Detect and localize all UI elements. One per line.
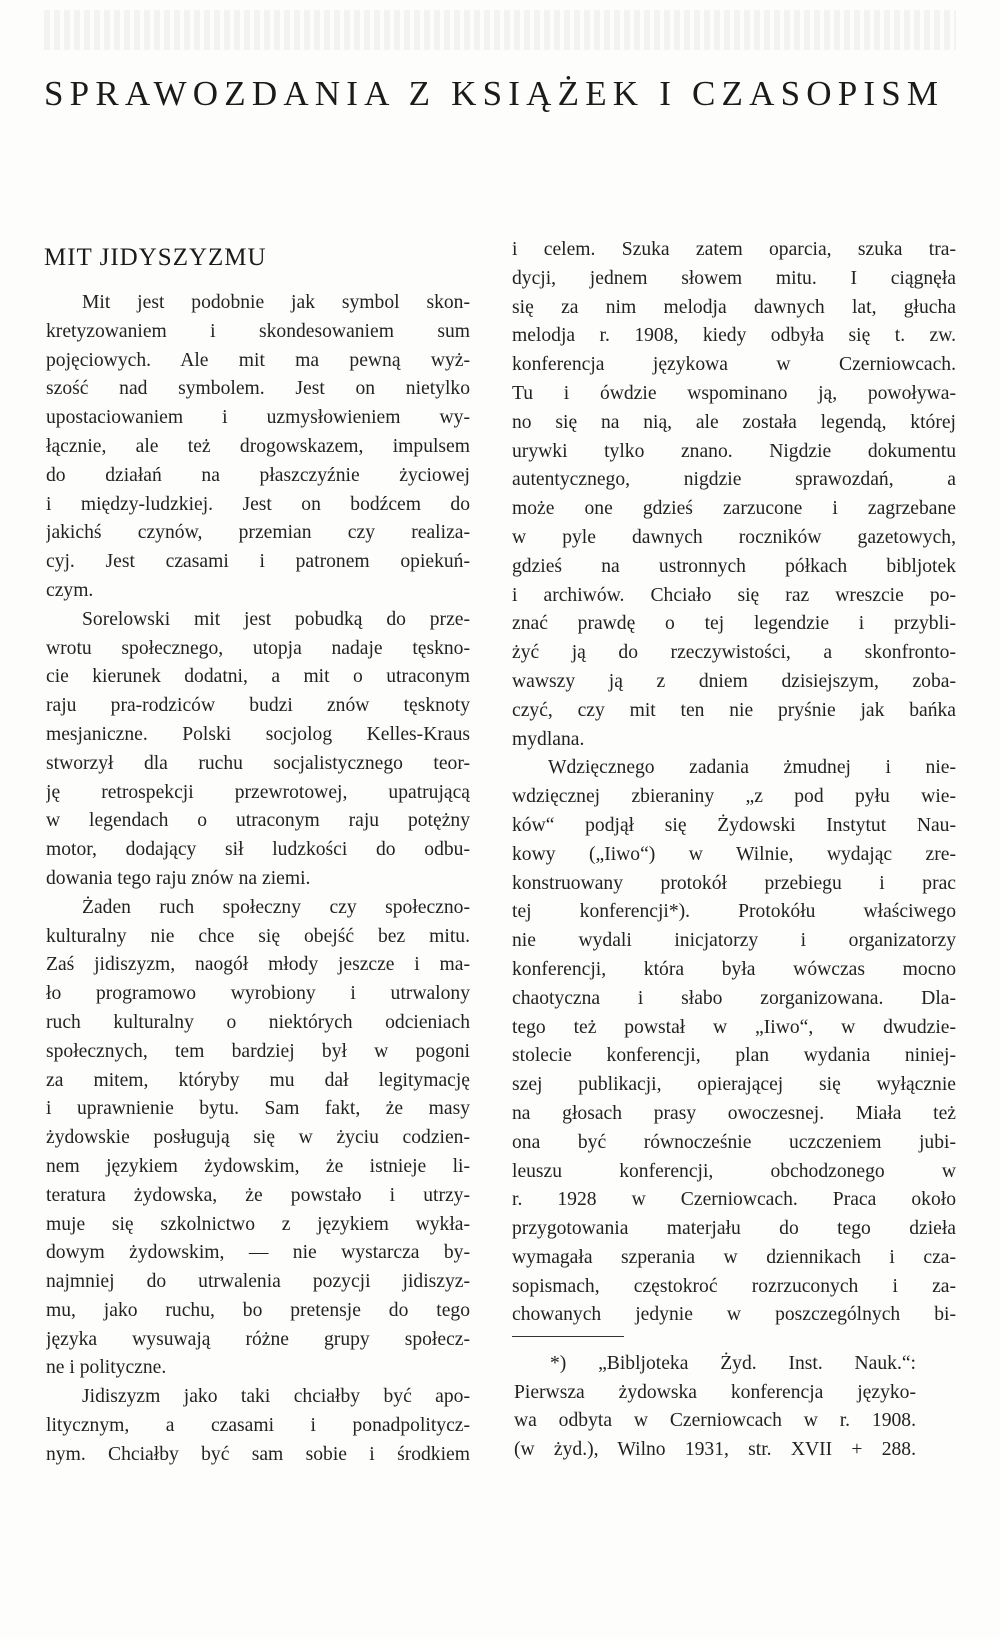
text-line: gdzieś na ustronnych półkach bibljotek (512, 555, 956, 577)
text-line: muje się szkolnictwo z językiem wykła- (46, 1213, 470, 1235)
text-line: szość nad symbolem. Jest on nietylko (46, 378, 470, 400)
text-line: i uprawnienie bytu. Sam fakt, że masy (46, 1098, 470, 1120)
article-title: MIT JIDYSZYZMU (44, 244, 267, 271)
text-line: Zaś jidiszyzm, naogół młody jeszcze i ma- (46, 954, 470, 976)
text-line: stworzył dla ruchu socjalistycznego teor- (46, 752, 470, 774)
text-line: do działań na płaszczyźnie życiowej (46, 464, 470, 486)
footnote (514, 1350, 916, 1464)
text-line: wdzięcznej zbieraniny „z pod pyłu wie- (512, 786, 956, 808)
text-line: stolecie konferencji, plan wydania niniej- (512, 1045, 956, 1067)
text-line: no się na nią, ale została legendą, której (512, 411, 956, 433)
text-line: Jidiszyzm jako taki chciałby być apo- (82, 1386, 470, 1408)
text-line: przygotowania materjału do tego dzieła (512, 1218, 956, 1240)
right-text-column (512, 236, 956, 1330)
text-line: ję retrospekcji przewrotowej, upatrującą (46, 781, 470, 803)
text-line: i celem. Szuka zatem oparcia, szuka tra- (512, 239, 956, 260)
text-line: na głosach prasy owoczesnej. Miała też (512, 1102, 956, 1124)
text-line: pojęciowych. Ale mit ma pewną wyż- (46, 349, 470, 371)
text-line: tego też powstał w „Iiwo“, w dwudzie- (512, 1016, 956, 1038)
text-line: ruch kulturalny o niektórych odcieniach (46, 1011, 470, 1033)
text-line: kowy („Iiwo“) w Wilnie, wydając zre- (512, 843, 956, 865)
text-line: urywki tylko znano. Nigdzie dokumentu (512, 440, 956, 462)
text-line: konstruowany protokół przebiegu i prac (512, 872, 956, 894)
text-line: raju pra-rodziców budzi znów tęsknoty (46, 695, 470, 717)
text-line: nem językiem żydowskim, że istnieje li- (46, 1155, 470, 1177)
text-line: najmniej do utrwalenia pozycji jidiszyz- (46, 1271, 470, 1293)
text-line: dycji, jednem słowem mitu. I ciągnęła (512, 267, 956, 289)
text-line: leuszu konferencji, obchodzonego w (512, 1160, 956, 1182)
text-line: żydowskie posługują się w życiu codzien- (46, 1127, 470, 1149)
left-text-column (46, 289, 470, 1470)
text-line: tej konferencji*). Protokółu właściwego (512, 901, 956, 923)
text-line: czym. (46, 579, 94, 601)
text-line: Żaden ruch społeczny czy społeczno- (82, 896, 470, 918)
text-line: dowym żydowskim, — nie wystarcza by- (46, 1242, 470, 1264)
text-line: mydlana. (512, 728, 585, 750)
text-line: r. 1928 w Czerniowcach. Praca około (512, 1189, 956, 1211)
footnote-rule (512, 1336, 624, 1337)
text-line: i archiwów. Chciało się raz wreszcie po- (512, 584, 956, 606)
text-line: szej publikacji, opierającej się wyłącznie (512, 1074, 956, 1096)
text-line: w legendach o utraconym raju potężny (46, 810, 470, 832)
text-line: (w żyd.), Wilno 1931, str. XVII + 288. (514, 1438, 916, 1460)
text-line: się za nim melodja dawnych lat, głucha (512, 296, 956, 318)
text-line: wymagała szperania w dziennikach i cza- (512, 1246, 956, 1268)
text-line: łącznie, ale też drogowskazem, impulsem (46, 435, 470, 457)
text-line: autentycznego, nigdzie sprawozdań, a (512, 469, 956, 491)
text-line: cie kierunek dodatni, a mit o utraconym (46, 666, 470, 688)
text-line: teratura żydowska, że powstało i utrzy- (46, 1184, 470, 1206)
text-line: i między-ludzkiej. Jest on bodźcem do (46, 493, 470, 515)
text-line: w pyle dawnych roczników gazetowych, (512, 526, 956, 548)
text-line: za mitem, któryby mu dał legitymację (46, 1069, 470, 1091)
section-title: SPRAWOZDANIA Z KSIĄŻEK I CZASOPISM (44, 74, 945, 113)
text-line: Wdzięcznego zadania żmudnej i nie- (548, 757, 956, 779)
text-line: konferencja językowa w Czerniowcach. (512, 354, 956, 376)
text-line: konferencji, która była wówczas mocno (512, 958, 956, 980)
text-line: kulturalny nie chce się obejść bez mitu. (46, 925, 470, 947)
text-line: znać prawdę o tej legendzie i przybli- (512, 613, 956, 635)
text-line: wa odbyta w Czerniowcach w r. 1908. (514, 1410, 916, 1432)
text-line: języka wysuwają różne grupy społecz- (46, 1328, 470, 1350)
text-line: chaotyczna i słabo zorganizowana. Dla- (512, 987, 956, 1009)
text-line: wawszy ją z dniem dzisiejszym, zoba- (512, 670, 956, 692)
text-line: wrotu społecznego, utopja nadaje tęskno- (46, 637, 470, 659)
text-line: cyj. Jest czasami i patronem opiekuń- (46, 551, 470, 573)
text-line: *) „Bibljoteka Żyd. Inst. Nauk.“: (550, 1353, 916, 1374)
text-line: melodja r. 1908, kiedy odbyła się t. zw. (512, 325, 956, 347)
text-line: sopismach, częstokroć rozrzuconych i za- (512, 1275, 956, 1297)
text-line: jakichś czynów, przemian czy realiza- (46, 522, 470, 544)
text-line: żyć ją do rzeczywistości, a skonfronto- (512, 642, 956, 664)
text-line: czyć, czy mit ten nie pryśnie jak bańka (512, 699, 956, 721)
text-line: mu, jako ruchu, bo pretensje do tego (46, 1299, 470, 1321)
faint-running-header (44, 10, 956, 50)
text-line: ne i polityczne. (46, 1357, 167, 1379)
text-line: Pierwsza żydowska konferencja języko- (514, 1381, 916, 1403)
text-line: dowania tego raju znów na ziemi. (46, 867, 311, 889)
text-line: mesjaniczne. Polski socjolog Kelles-Kraus (46, 723, 470, 745)
text-line: Sorelowski mit jest pobudką do prze- (82, 608, 470, 630)
text-line: ków“ podjął się Żydowski Instytut Nau- (512, 814, 956, 836)
text-line: chowanych jedynie w poszczególnych bi- (512, 1304, 956, 1326)
text-line: społecznych, tem bardziej był w pogoni (46, 1040, 470, 1062)
text-line: ło programowo wyrobiony i utrwalony (46, 983, 470, 1005)
text-line: Mit jest podobnie jak symbol skon- (82, 292, 470, 313)
text-line: Tu i ówdzie wspominano ją, powoływa- (512, 382, 956, 404)
text-line: może one gdzieś zarzucone i zagrzebane (512, 498, 956, 520)
text-line: ona być równocześnie uczczeniem jubi- (512, 1131, 956, 1153)
text-line: litycznym, a czasami i ponadpolitycz- (46, 1415, 470, 1437)
text-line: nym. Chciałby być sam sobie i środkiem (46, 1443, 470, 1465)
text-line: upostaciowaniem i uzmysłowieniem wy- (46, 407, 470, 429)
text-line: motor, dodający sił ludzkości do odbu- (46, 839, 470, 861)
text-line: nie wydali inicjatorzy i organizatorzy (512, 930, 956, 952)
text-line: kretyzowaniem i skondesowaniem sum (46, 320, 470, 342)
